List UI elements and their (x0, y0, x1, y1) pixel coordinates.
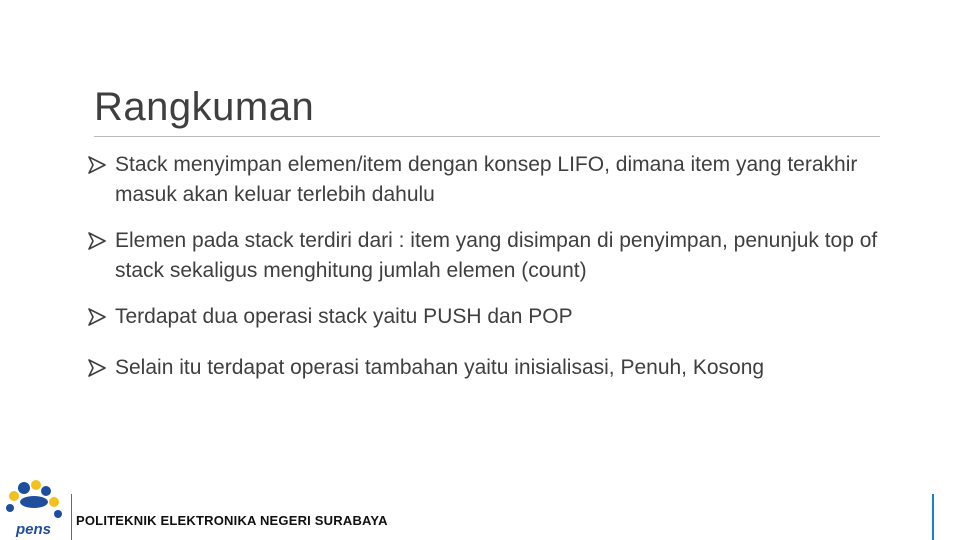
bullet-text: Elemen pada stack terdiri dari : item yang disimpan di penyimpan, penunjuk top of stack sekaligus menghitung jumlah elemen (count) (115, 229, 878, 282)
bullet-text: Terdapat dua operasi stack yaitu PUSH dan POP (115, 305, 573, 328)
svg-text:pens: pens (16, 521, 52, 538)
bullet-item (88, 353, 918, 383)
slide-title: Rangkuman (94, 85, 315, 129)
footer-institution-name: POLITEKNIK ELEKTRONIKA NEGERI SURABAYA (76, 513, 388, 528)
bullet-text: Stack menyimpan elemen/item dengan konsep LIFO, dimana item yang terakhir masuk akan keluar terlebih dahulu (115, 153, 858, 206)
footer-right-block (934, 494, 960, 540)
arrow-bullet-icon (88, 308, 106, 326)
arrow-bullet-icon (88, 232, 106, 250)
title-divider (94, 136, 880, 137)
bullet-text: Selain itu terdapat operasi tambahan yaitu inisialisasi, Penuh, Kosong (115, 356, 765, 379)
arrow-bullet-icon (88, 359, 106, 377)
bullet-list (88, 150, 918, 399)
arrow-bullet-icon (88, 156, 106, 174)
pens-logo-icon (2, 478, 66, 540)
bullet-item (88, 150, 918, 210)
bullet-item (88, 226, 918, 286)
bullet-item (88, 302, 918, 332)
